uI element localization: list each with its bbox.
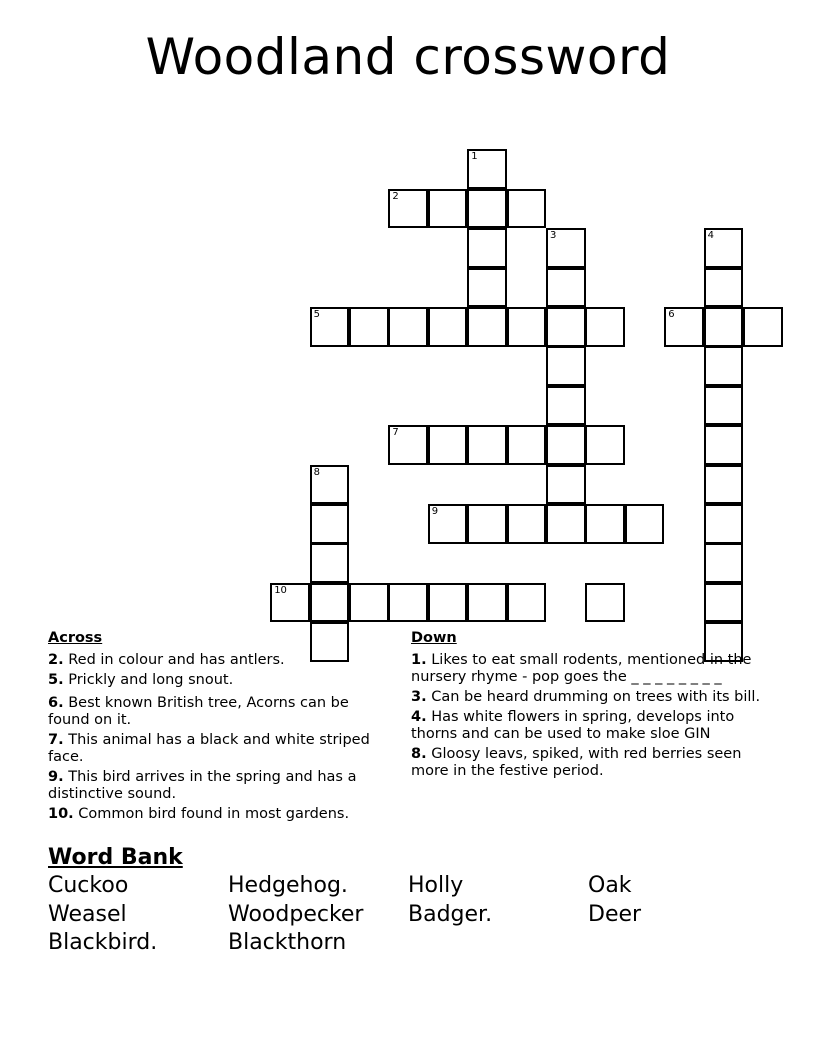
word-bank-word: Badger. (408, 902, 493, 927)
grid-cell-input[interactable] (509, 585, 545, 621)
clue-number: 9. (48, 769, 64, 785)
word-bank-word: Oak (588, 873, 632, 898)
grid-cell[interactable] (704, 307, 744, 347)
grid-cell-input[interactable] (509, 191, 545, 227)
grid-cell-input[interactable] (430, 427, 466, 463)
grid-cell-input[interactable] (351, 585, 387, 621)
grid-cell[interactable] (625, 504, 665, 544)
grid-cell-input[interactable] (706, 388, 742, 424)
grid-cell[interactable] (310, 583, 350, 623)
clue-number: 6. (48, 695, 64, 711)
grid-cell-input[interactable] (272, 585, 308, 621)
grid-cell-input[interactable] (509, 506, 545, 542)
grid-cell[interactable] (467, 504, 507, 544)
cell-number: 9 (431, 506, 439, 517)
grid-cell[interactable] (388, 425, 428, 465)
grid-cell[interactable] (467, 228, 507, 268)
grid-cell[interactable] (704, 543, 744, 583)
grid-cell[interactable] (467, 268, 507, 308)
across-clue (48, 732, 388, 766)
grid-cell-input[interactable] (469, 230, 505, 266)
grid-cell-input[interactable] (587, 585, 623, 621)
grid-cell[interactable] (310, 465, 350, 505)
down-clue (411, 652, 766, 686)
clue-text: This bird arrives in the spring and has a distinctive sound. (48, 769, 357, 802)
cell-number: 4 (707, 230, 714, 242)
grid-cell-input[interactable] (430, 506, 466, 542)
grid-cell[interactable] (585, 307, 625, 347)
word-bank-heading: Word Bank (48, 845, 183, 870)
across-clue (48, 695, 388, 729)
grid-cell[interactable] (704, 386, 744, 426)
grid-cell-input[interactable] (548, 348, 584, 384)
down-clue (411, 709, 766, 743)
grid-cell-input[interactable] (706, 467, 742, 503)
grid-cell[interactable] (507, 583, 547, 623)
grid-cell-input[interactable] (548, 230, 584, 266)
grid-cell[interactable] (310, 307, 350, 347)
cell-number: 8 (313, 466, 320, 478)
grid-cell[interactable] (546, 465, 586, 505)
grid-cell[interactable] (585, 425, 625, 465)
across-clue (48, 769, 388, 803)
clue-number: 7. (48, 732, 64, 748)
grid-cell[interactable] (467, 583, 507, 623)
grid-cell-input[interactable] (469, 585, 505, 621)
grid-cell[interactable] (428, 307, 468, 347)
cell-number: 1 (471, 151, 478, 163)
down-clues (411, 630, 766, 783)
grid-cell[interactable] (310, 504, 350, 544)
grid-cell-input[interactable] (509, 309, 545, 345)
cell-number: 7 (392, 427, 399, 439)
grid-cell[interactable] (428, 425, 468, 465)
across-clue (48, 672, 388, 689)
cell-number: 3 (550, 230, 557, 242)
word-bank-word: Cuckoo (48, 873, 129, 898)
grid-cell[interactable] (664, 307, 704, 347)
clue-text: Red in colour and has antlers. (68, 652, 285, 668)
grid-cell-input[interactable] (430, 191, 466, 227)
grid-cell-input[interactable] (312, 467, 348, 503)
across-clue (48, 806, 388, 823)
grid-cell[interactable] (467, 189, 507, 229)
grid-cell-input[interactable] (587, 427, 623, 463)
grid-cell-input[interactable] (469, 309, 505, 345)
grid-cell[interactable] (467, 149, 507, 189)
grid-cell-input[interactable] (390, 585, 426, 621)
grid-cell[interactable] (704, 228, 744, 268)
down-clue (411, 746, 766, 780)
grid-cell-input[interactable] (666, 309, 702, 345)
grid-cell-input[interactable] (351, 309, 387, 345)
word-bank-word: Woodpecker (228, 902, 364, 927)
grid-cell[interactable] (743, 307, 783, 347)
grid-cell[interactable] (546, 228, 586, 268)
grid-cell-input[interactable] (587, 506, 623, 542)
grid-cell[interactable] (704, 583, 744, 623)
grid-cell-input[interactable] (469, 270, 505, 306)
clue-text: This animal has a black and white striped face. (48, 732, 370, 765)
grid-cell-input[interactable] (312, 585, 348, 621)
grid-cell[interactable] (585, 504, 625, 544)
grid-cell-input[interactable] (469, 191, 505, 227)
grid-cell[interactable] (428, 504, 468, 544)
clue-text: Best known British tree, Acorns can be found on it. (48, 695, 349, 728)
cell-number: 5 (313, 309, 320, 320)
clue-number: 2. (48, 652, 64, 668)
grid-cell[interactable] (546, 386, 586, 426)
grid-cell[interactable] (428, 189, 468, 229)
grid-cell[interactable] (388, 307, 428, 347)
grid-cell[interactable] (546, 346, 586, 386)
grid-cell-input[interactable] (312, 309, 348, 345)
grid-cell-input[interactable] (312, 545, 348, 581)
grid-cell-input[interactable] (469, 151, 505, 187)
word-bank-word: Hedgehog. (228, 873, 348, 898)
grid-cell-input[interactable] (706, 309, 742, 345)
word-bank-word: Blackthorn (228, 930, 347, 955)
grid-cell-input[interactable] (548, 388, 584, 424)
grid-cell-input[interactable] (745, 309, 781, 345)
clue-text: Has white flowers in spring, develops into thorns and can be used to make sloe GIN (411, 709, 735, 742)
grid-cell-input[interactable] (548, 467, 584, 503)
grid-cell[interactable] (546, 307, 586, 347)
grid-cell-input[interactable] (587, 309, 623, 345)
down-heading: Down (411, 630, 457, 646)
grid-cell[interactable] (507, 307, 547, 347)
page-title: Woodland crossword (145, 28, 671, 86)
grid-cell-input[interactable] (706, 506, 742, 542)
word-bank-word: Blackbird. (48, 930, 158, 955)
grid-cell[interactable] (349, 583, 389, 623)
clue-number: 1. (411, 652, 427, 668)
grid-cell-input[interactable] (548, 506, 584, 542)
grid-cell[interactable] (428, 583, 468, 623)
across-clue (48, 652, 388, 669)
grid-cell-input[interactable] (548, 427, 584, 463)
grid-cell[interactable] (704, 504, 744, 544)
grid-cell[interactable] (349, 307, 389, 347)
grid-cell[interactable] (507, 425, 547, 465)
grid-cell-input[interactable] (706, 545, 742, 581)
grid-cell[interactable] (704, 268, 744, 308)
grid-cell-input[interactable] (390, 309, 426, 345)
grid-cell[interactable] (467, 307, 507, 347)
grid-cell[interactable] (507, 189, 547, 229)
grid-cell[interactable] (704, 465, 744, 505)
grid-cell[interactable] (546, 268, 586, 308)
grid-cell-input[interactable] (706, 348, 742, 384)
grid-cell[interactable] (585, 583, 625, 623)
grid-cell[interactable] (388, 189, 428, 229)
across-clues (48, 630, 388, 826)
grid-cell-input[interactable] (548, 309, 584, 345)
clue-number: 10. (48, 806, 74, 822)
grid-cell-input[interactable] (469, 427, 505, 463)
grid-cell[interactable] (467, 425, 507, 465)
grid-cell-input[interactable] (706, 230, 742, 266)
clue-number: 4. (411, 709, 427, 725)
grid-cell[interactable] (546, 425, 586, 465)
clue-number: 8. (411, 746, 427, 762)
clue-text: Can be heard drumming on trees with its bill. (431, 689, 761, 705)
grid-cell-input[interactable] (312, 506, 348, 542)
grid-cell-input[interactable] (706, 585, 742, 621)
cell-number: 2 (392, 190, 399, 202)
grid-cell-input[interactable] (430, 585, 466, 621)
cell-number: 10 (274, 584, 287, 596)
clue-number: 3. (411, 689, 427, 705)
clue-number: 5. (48, 672, 64, 688)
clue-text: Prickly and long snout. (68, 672, 234, 688)
grid-cell-input[interactable] (509, 427, 545, 463)
grid-cell-input[interactable] (469, 506, 505, 542)
grid-cell-input[interactable] (706, 270, 742, 306)
grid-cell[interactable] (310, 543, 350, 583)
clue-text: Gloosy leavs, spiked, with red berries seen more in the festive period. (411, 746, 742, 779)
cell-number: 6 (668, 309, 675, 320)
word-bank-word: Deer (588, 902, 642, 927)
clue-text: Common bird found in most gardens. (78, 806, 350, 822)
grid-cell-input[interactable] (390, 191, 426, 227)
grid-cell[interactable] (546, 504, 586, 544)
grid-cell-input[interactable] (390, 427, 426, 463)
grid-cell[interactable] (507, 504, 547, 544)
grid-cell[interactable] (704, 346, 744, 386)
grid-cell-input[interactable] (548, 270, 584, 306)
word-bank-word: Holly (408, 873, 464, 898)
grid-cell-input[interactable] (430, 309, 466, 345)
clue-text: Likes to eat small rodents, mentioned in the nursery rhyme - pop goes the _ _ _ _ _ _ _ _ (411, 652, 752, 685)
across-heading: Across (48, 630, 103, 646)
grid-cell[interactable] (704, 425, 744, 465)
grid-cell[interactable] (388, 583, 428, 623)
word-bank-word: Weasel (48, 902, 127, 927)
grid-cell-input[interactable] (627, 506, 663, 542)
grid-cell-input[interactable] (706, 427, 742, 463)
down-clue (411, 689, 766, 706)
grid-cell[interactable] (270, 583, 310, 623)
